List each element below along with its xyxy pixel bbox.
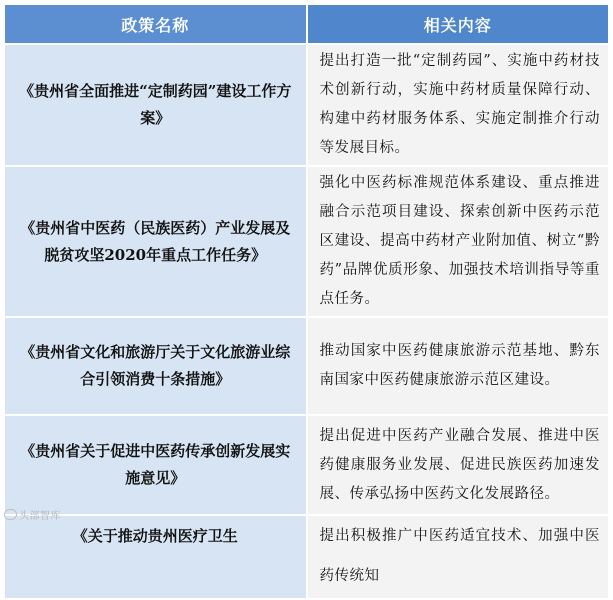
related-content-cell: 提出积极推广中医药适宜技术、加强中医药传统知 <box>307 515 610 599</box>
table-row <box>4 317 609 415</box>
watermark-text: 头部智库 <box>19 511 61 522</box>
table-row <box>4 44 609 166</box>
table-header-row <box>4 4 609 44</box>
policy-name-cell: 《贵州省中医药（民族医药）产业发展及脱贫攻坚2020年重点工作任务》 <box>4 166 307 317</box>
related-content-cell: 推动国家中医药健康旅游示范基地、黔东南国家中医药健康旅游示范区建设。 <box>307 317 610 415</box>
watermark-logo-icon <box>4 509 17 520</box>
related-content-cell: 提出促进中医药产业融合发展、推进中医药健康服务业发展、促进民族医药加速发展、传承弘扬中医药文化发展路径。 <box>307 415 610 515</box>
policy-name-cell: 《贵州省关于促进中医药传承创新发展实施意见》 <box>4 415 307 515</box>
watermark <box>4 507 61 522</box>
policy-name-cell: 《贵州省文化和旅游厅关于文化旅游业综合引领消费十条措施》 <box>4 317 307 415</box>
table-row <box>4 415 609 515</box>
related-content-cell: 提出打造一批“定制药园”、实施中药材技术创新行动，实施中药材质量保障行动、构建中药材服务体系、实施定制推介行动等发展目标。 <box>307 44 610 166</box>
policy-table <box>3 3 610 600</box>
policy-name-cell: 《关于推动贵州医疗卫生 <box>4 515 307 599</box>
related-content-cell: 强化中医药标准规范体系建设、重点推进融合示范项目建设、探索创新中医药示范区建设、提高中药材产业附加值、树立“黔药”品牌优质形象、加强技术培训指导等重点任务。 <box>307 166 610 317</box>
table-row <box>4 166 609 317</box>
header-policy-name: 政策名称 <box>4 4 307 44</box>
header-related-content: 相关内容 <box>307 4 610 44</box>
table-row <box>4 515 609 599</box>
policy-name-cell: 《贵州省全面推进“定制药园”建设工作方案》 <box>4 44 307 166</box>
